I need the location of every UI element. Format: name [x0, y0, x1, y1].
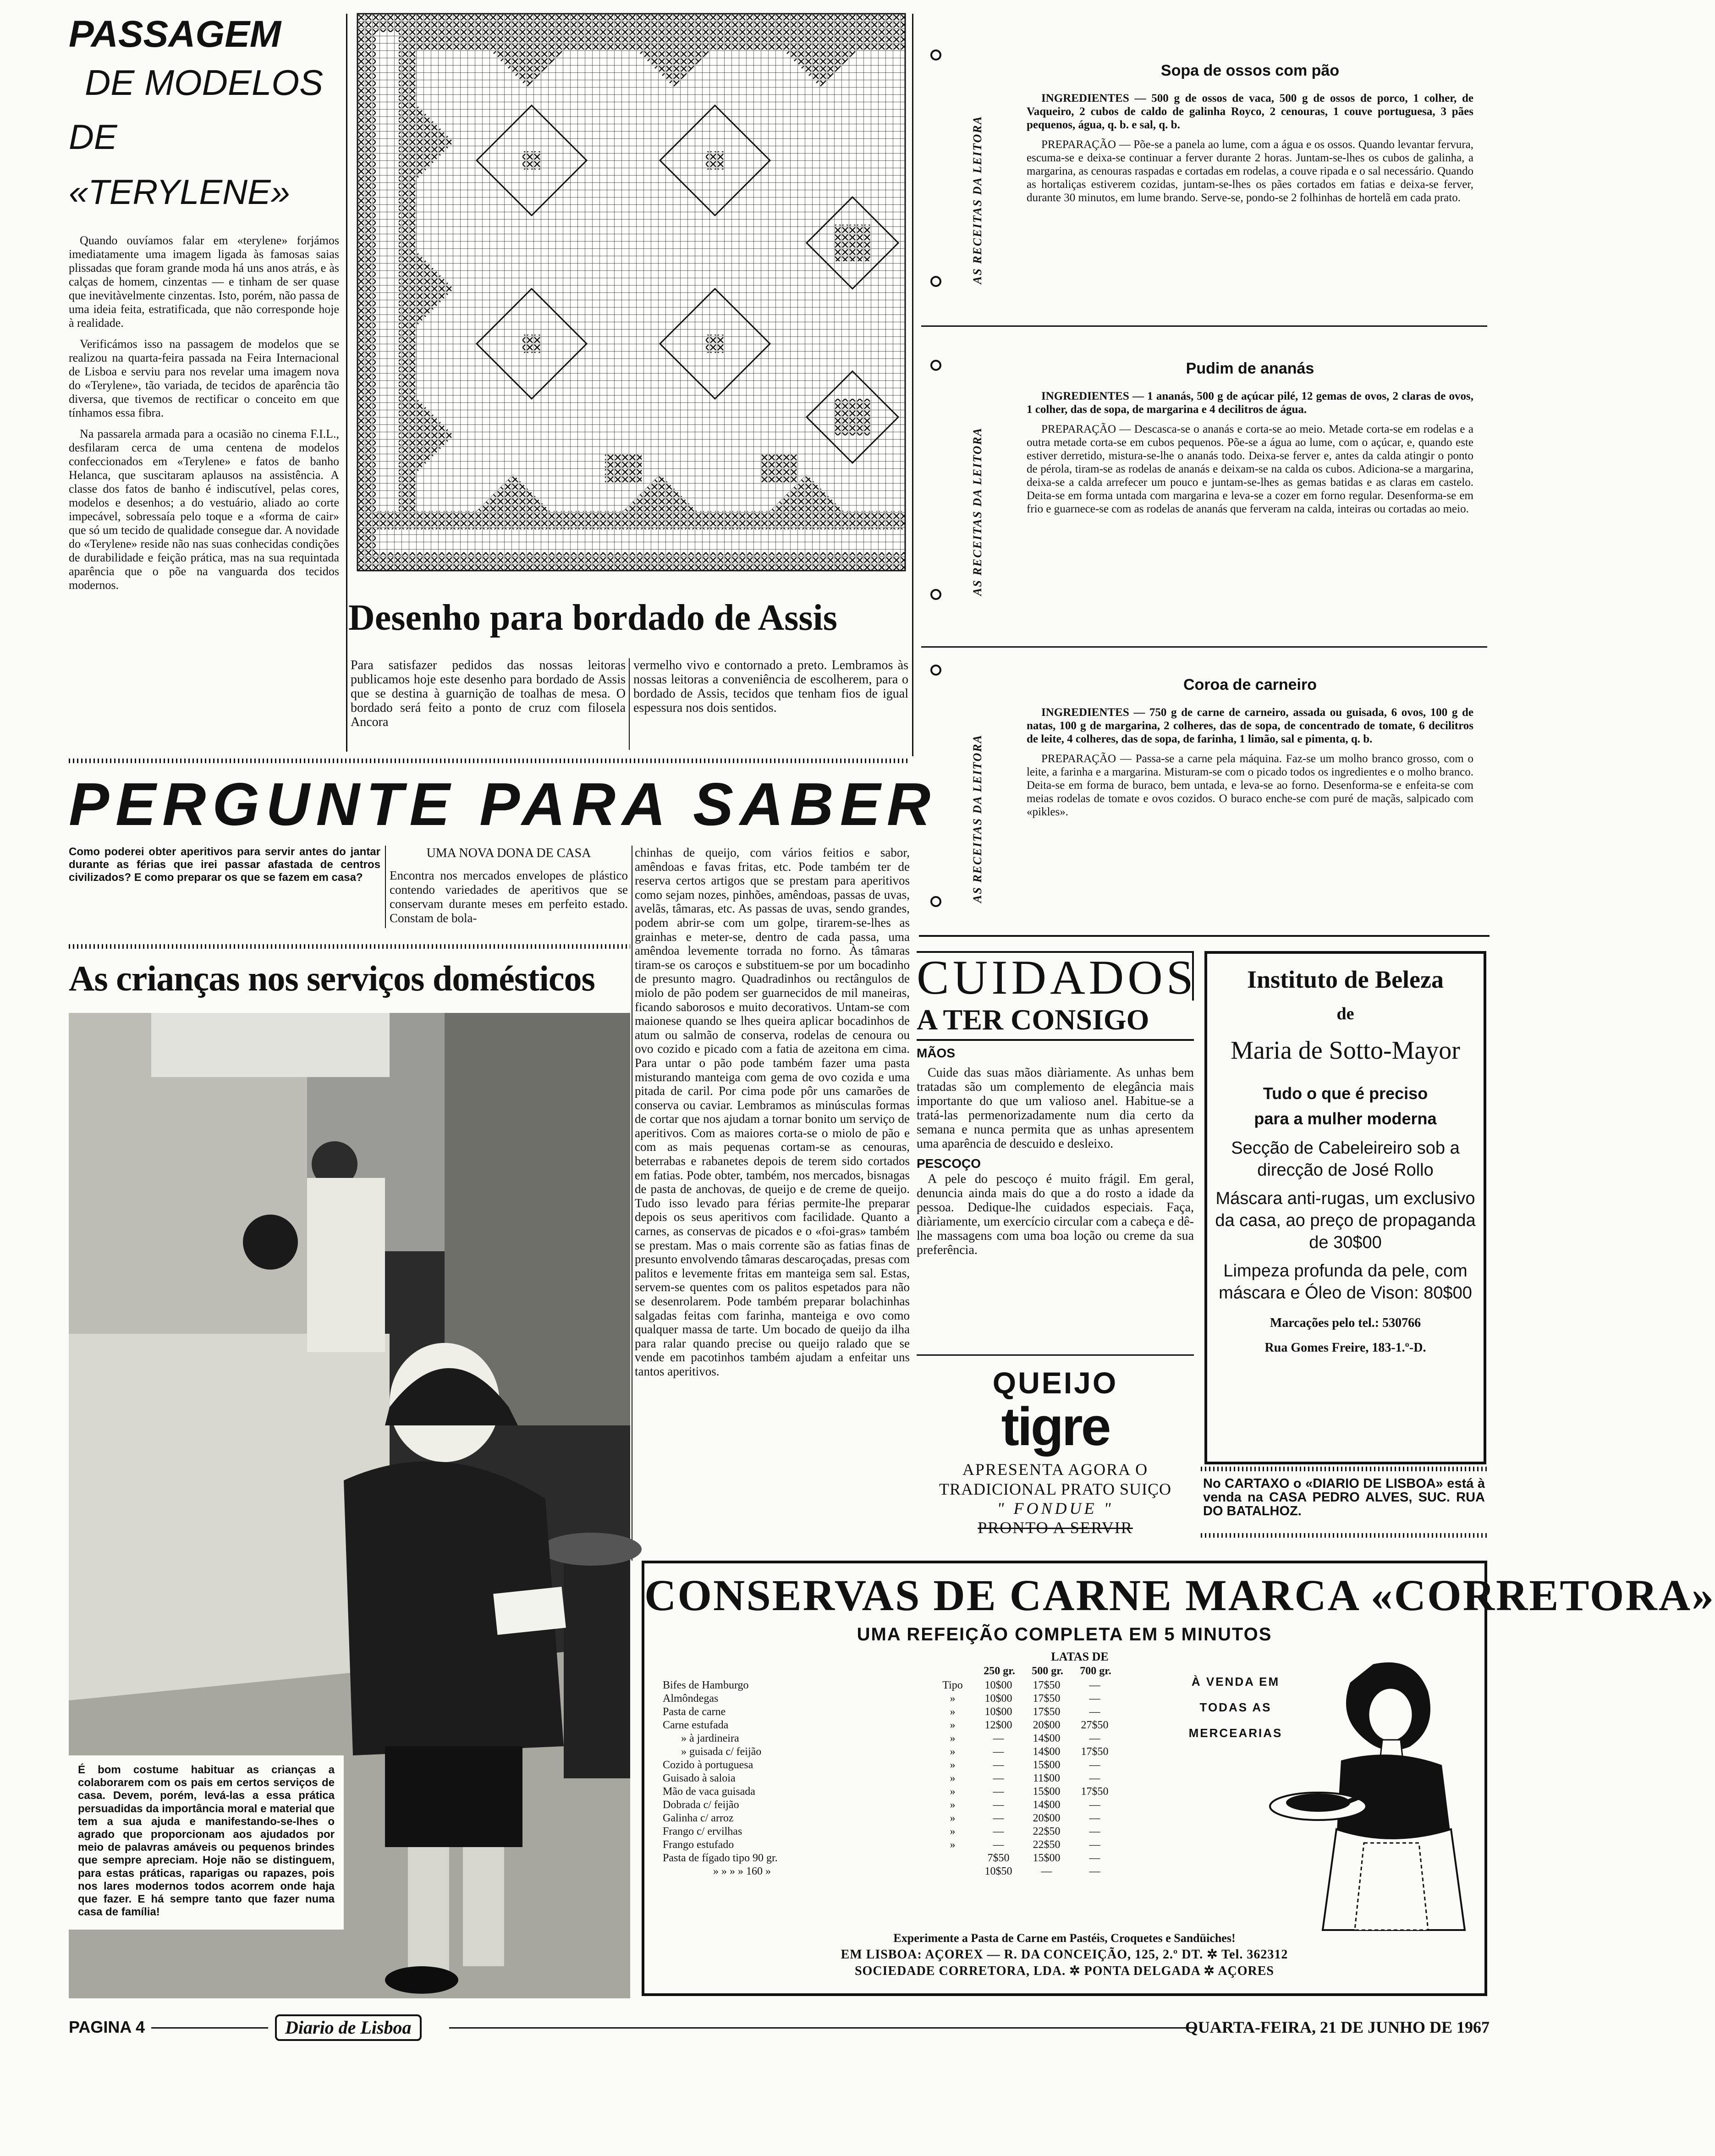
product-name: Frango c/ ervilhas: [663, 1826, 742, 1837]
price-cell: —: [993, 1746, 1004, 1758]
section-divider: [1201, 1533, 1487, 1538]
queijo-line6: PRONTO A SERVIR: [978, 1518, 1133, 1537]
price-cell: 20$00: [1033, 1719, 1061, 1731]
recipe-card: [1027, 360, 1473, 522]
product-tipo: »: [950, 1772, 956, 1784]
cuidados-sub-neck: PESCOÇO: [917, 1156, 981, 1171]
price-cell: —: [1089, 1826, 1100, 1837]
recipe-card: [1027, 62, 1473, 211]
cuidados-box: [917, 951, 1197, 1551]
table-row: [663, 1865, 1167, 1878]
conservas-footer3: SOCIEDADE CORRETORA, LDA. ✲ PONTA DELGADA ✲ AÇORES: [854, 1964, 1275, 1978]
product-tipo: [931, 1852, 974, 1865]
footer-rule: [151, 2027, 268, 2029]
table-row: [663, 1759, 1167, 1772]
terylene-paragraph: Verificámos isso na passagem de modelos que se realizou na quarta-feira passada na Feira Internacional de Lisboa e serviu para nos revelar uma imagem nova do «Terylene», tão variada, de tecidos de aparência tão diversa, que tivemos de rectificar o conceito em que tínhamos essa fibra.: [69, 337, 339, 419]
binder-hole-icon: [930, 50, 941, 60]
price-table: [663, 1679, 1167, 1878]
price-cell: —: [1089, 1706, 1100, 1718]
recipe-side-label: AS RECEITAS DA LEITORA: [971, 427, 984, 596]
price-cell: —: [993, 1799, 1004, 1811]
size-header: [975, 1664, 1120, 1678]
price-cell: —: [1089, 1799, 1100, 1811]
column-rule: [385, 846, 386, 928]
price-cell: —: [993, 1732, 1004, 1744]
price-cell: —: [1089, 1772, 1100, 1784]
price-cell: —: [993, 1839, 1004, 1851]
binder-hole-icon: [930, 589, 941, 600]
size-header-cell: 500 gr.: [1032, 1665, 1063, 1677]
product-tipo: [931, 1865, 974, 1878]
section-divider: [917, 1354, 1194, 1356]
woman-illustration-image: [1268, 1655, 1479, 1935]
cuidados-title-line1: CUIDADOS: [917, 951, 1197, 1004]
product-name: Dobrada c/ feijão: [663, 1799, 739, 1811]
price-cell: 22$50: [1033, 1826, 1061, 1837]
price-cell: 15$00: [1033, 1786, 1061, 1798]
product-name: Mão de vaca guisada: [663, 1786, 755, 1798]
instituto-tagline1: Tudo o que é preciso: [1263, 1084, 1428, 1103]
conservas-footer1: Experimente a Pasta de Carne em Pastéis, Croquetes e Sandüiches!: [893, 1931, 1236, 1945]
pergunte-title: PERGUNTE PARA SABER: [69, 770, 937, 838]
product-tipo: »: [950, 1746, 956, 1758]
terylene-paragraph: Quando ouvíamos falar em «terylene» forjámos imediatamente uma imagem ligada às famosas saias plissadas que foram grande moda há uns anos atrás, e às calças de homem, cinzentas — e tinham de ser quase que inevitàvelmente cinzentas. Isto, porém, não passa de uma ideia feita, estratificada, que não corresponde hoje à realidade.: [69, 234, 339, 330]
table-row: [663, 1838, 1167, 1852]
table-row: [663, 1812, 1167, 1825]
product-name: Bifes de Hamburgo: [663, 1679, 749, 1691]
product-tipo: »: [950, 1786, 956, 1798]
binder-hole-icon: [930, 665, 941, 676]
price-cell: —: [993, 1772, 1004, 1784]
column-rule: [912, 14, 913, 756]
tigre-logo: tigre: [1001, 1397, 1110, 1457]
price-cell: —: [1089, 1693, 1100, 1705]
recipe-title: Pudim de ananás: [1186, 360, 1314, 377]
queijo-line3: APRESENTA AGORA O: [962, 1460, 1149, 1479]
product-tipo: »: [950, 1839, 956, 1851]
product-tipo: »: [950, 1812, 956, 1824]
newspaper-masthead: Diario de Lisboa: [275, 2014, 422, 2041]
assis-title: Desenho para bordado de Assis: [348, 598, 837, 638]
instituto-title: Instituto de Beleza: [1247, 966, 1444, 993]
section-divider: [69, 759, 907, 763]
recipe-ingredients: INGREDIENTES — 500 g de ossos de vaca, 500 g de ossos de porco, 1 colher, de Vaqueiro, 2 cubos de caldo de galinha Royco, 2 cenouras, 1 couve portuguesa, 3 pães pequenos, água, q. b. e sal, q. b.: [1027, 92, 1473, 131]
terylene-paragraph: Na passarela armada para a ocasião no cinema F.I.L., desfilaram cerca de uma centena de modelos confeccionados em «Terylene» e fatos de banho Helanca, que suscitaram aplausos na assistência. A classe dos fatos de banho é indiscutível, pelas cores, modelos e desenhos; a do vestuário, aliado ao corte impecável, sobressaía pelo toque e a «forma de cair» que só um tecido de qualidade consegue dar. A novidade do «Terylene» reside não nas suas conhecidas condições de durabilidade e feição prática, mas na sua requintada aparência que o põe na vanguarda dos tecidos modernos.: [69, 427, 339, 592]
binder-hole-icon: [930, 896, 941, 907]
recipe-preparation: PREPARAÇÃO — Põe-se a panela ao lume, com a água e os ossos. Quando levantar fervura, escuma-se e deixa-se continuar a ferver durante 2 horas. Juntam-se-lhes os cubos de galinha, a margarina, as cenouras raspadas e cortadas em rodelas, a couve ripada e o sal necessário. Quando as hortaliças estiverem cozidas, juntam-se-lhes os pães cortados em fatias e deixa-se ferver, durante 30 minutos, em lume brando. Serve-se, pondo-se 2 folhinhas de hortelã em cada prato.: [1027, 138, 1473, 204]
price-cell: —: [1089, 1732, 1100, 1744]
queijo-label: QUEIJO: [992, 1366, 1118, 1400]
queijo-line5: " FONDUE ": [997, 1499, 1114, 1518]
price-cell: 27$50: [1081, 1719, 1109, 1731]
table-row: [663, 1692, 1167, 1705]
recipe-title: Coroa de carneiro: [1183, 676, 1317, 693]
price-cell: —: [1041, 1865, 1052, 1877]
pergunte-answer-col1: Encontra nos mercados envelopes de plástico contendo variedades de aperitivos que se conservam durante meses em perfeito estado. Constam de bola-: [390, 869, 628, 925]
price-cell: —: [1089, 1812, 1100, 1824]
binder-hole-icon: [930, 276, 941, 287]
price-cell: 10$00: [984, 1693, 1012, 1705]
conservas-ad: [642, 1561, 1715, 1996]
product-tipo: »: [950, 1693, 956, 1705]
table-row: [663, 1679, 1167, 1692]
price-cell: 17$50: [1081, 1746, 1109, 1758]
terylene-body: [69, 234, 339, 592]
queijo-ad: [917, 1366, 1194, 1537]
price-cell: 17$50: [1081, 1786, 1109, 1798]
terylene-title-line2: DE MODELOS: [84, 62, 324, 103]
recipe-side-label: AS RECEITAS DA LEITORA: [971, 734, 984, 903]
column-rule: [629, 658, 630, 750]
conservas-footer2: EM LISBOA: AÇOREX — R. DA CONCEIÇÃO, 125, 2.º DT. ✲ Tel. 362312: [841, 1947, 1288, 1962]
pergunte-answer-head: UMA NOVA DONA DE CASA: [426, 846, 591, 860]
price-cell: 15$00: [1033, 1759, 1061, 1771]
recipe-ingredients: INGREDIENTES — 750 g de carne de carneiro, assada ou guisada, 6 ovos, 100 g de natas, 100 g de margarina, 2 colheres, das de sopa, de concentrado de tomate, 6 decilitros de leite, 4 colheres, das de sopa, de farinha, 1 limão, sal e pimenta, q. b.: [1027, 706, 1473, 745]
product-name: » à jardineira: [681, 1732, 739, 1744]
table-row: [663, 1719, 1167, 1732]
instituto-tagline2: para a mulher moderna: [1254, 1109, 1437, 1128]
product-tipo: »: [950, 1706, 956, 1718]
product-name: » guisada c/ feijão: [681, 1746, 762, 1758]
product-tipo: »: [950, 1719, 956, 1731]
table-row: [663, 1745, 1167, 1759]
embroidery-pattern: [357, 14, 905, 571]
cuidados-sub-hands: MÃOS: [917, 1046, 955, 1060]
criancas-photo: [69, 1013, 630, 1998]
instituto-mascara: Máscara anti-rugas, um exclusivo da casa, ao preço de propaganda de 30$00: [1215, 1189, 1476, 1252]
instituto-owner: Maria de Sotto-Mayor: [1231, 1036, 1460, 1065]
section-divider: [1201, 1467, 1487, 1471]
assis-text-col2: vermelho vivo e contornado a preto. Lembramos às nossas leitoras a conveniência de escolherem, para o bordado de Assis, tecidos que tenham fios de igual espessura nos dois sentidos.: [633, 658, 908, 715]
price-cell: —: [1089, 1679, 1100, 1691]
conservas-title: CONSERVAS DE CARNE MARCA «CORRETORA»: [644, 1571, 1715, 1620]
product-name: Cozido à portuguesa: [663, 1759, 753, 1771]
product-tipo: »: [950, 1826, 956, 1837]
price-cell: 15$00: [1033, 1852, 1061, 1864]
instituto-limpeza: Limpeza profunda da pele, com máscara e Óleo de Vison: 80$00: [1219, 1261, 1472, 1303]
product-name: Pasta de carne: [663, 1706, 726, 1718]
price-cell: —: [993, 1786, 1004, 1798]
product-tipo: »: [950, 1799, 956, 1811]
price-cell: 14$00: [1033, 1799, 1061, 1811]
embroidery-grid-image: [357, 14, 905, 571]
recipe-preparation: PREPARAÇÃO — Passa-se a carne pela máquina. Faz-se um molho branco grosso, com o leite, a farinha e a margarina. Misturam-se com o picado todos os ingredientes e o molho branco. Deita-se em forma de buraco, bem untada, e leva-se ao forno. Desenforma-se e enfeita-se com meias rodelas de tomate e ovos cozidos. O buraco enche-se com puré de maçãs, salpicado com «pikles».: [1027, 753, 1473, 818]
cuidados-title-line2: A TER CONSIGO: [917, 1001, 1194, 1041]
product-tipo: Tipo: [942, 1679, 963, 1691]
price-cell: —: [993, 1826, 1004, 1837]
size-header-cell: 700 gr.: [1080, 1665, 1111, 1677]
recipe-ingredients: INGREDIENTES — 1 ananás, 500 g de açúcar pilé, 12 gemas de ovos, 2 claras de ovos, 1 colher, das de sopa, de margarina e 4 decilitros de água.: [1027, 390, 1473, 416]
cuidados-neck-text: A pele do pescoço é muito frágil. Em geral, denuncia ainda mais do que a do rosto a idade da pessoa. Dedique-lhe cuidados especiais. Faça, diàriamente, um exercício circular com a cabeça e dê-lhe massagens com uma boa loção ou creme da sua preferência.: [917, 1172, 1194, 1257]
price-cell: —: [1089, 1865, 1100, 1877]
table-row: [663, 1772, 1167, 1785]
recipes-panel: [921, 14, 1487, 935]
price-cell: 10$00: [984, 1706, 1012, 1718]
recipe-card: [1027, 676, 1473, 825]
terylene-article: [69, 14, 339, 600]
product-name: Carne estufada: [663, 1719, 729, 1731]
table-row: [663, 1785, 1167, 1798]
product-name: Frango estufado: [663, 1839, 734, 1851]
price-cell: 17$50: [1033, 1693, 1061, 1705]
column-rule: [346, 14, 347, 752]
pergunte-question: Como poderei obter aperitivos para servir antes do jantar durante as férias que irei passar afastada de centros civilizados? E como preparar os que se fazem em casa?: [69, 846, 380, 884]
diario-cartaxo-note: No CARTAXO o «DIARIO DE LISBOA» está à venda na CASA PEDRO ALVES, SUC. RUA DO BATALHOZ.: [1203, 1476, 1485, 1518]
price-cell: —: [1089, 1852, 1100, 1864]
section-divider: [919, 935, 1490, 937]
recipe-side-label: AS RECEITAS DA LEITORA: [971, 116, 984, 284]
price-cell: 14$00: [1033, 1746, 1061, 1758]
table-row: [663, 1825, 1167, 1838]
price-cell: —: [993, 1759, 1004, 1771]
section-divider: [69, 944, 630, 949]
price-cell: 17$50: [1033, 1706, 1061, 1718]
instituto-address: Rua Gomes Freire, 183-1.º-D.: [1264, 1341, 1426, 1355]
product-tipo: »: [950, 1732, 956, 1744]
footer-rule: [449, 2027, 1196, 2029]
terylene-title-line3: DE «TERYLENE»: [69, 118, 290, 212]
price-cell: —: [993, 1812, 1004, 1824]
latas-label: LATAS DE: [1051, 1650, 1109, 1663]
page-footer: [69, 2014, 1490, 2042]
product-name: » » » » 160 »: [713, 1865, 771, 1877]
product-tipo: »: [950, 1759, 956, 1771]
price-cell: 12$00: [984, 1719, 1012, 1731]
pergunte-answer-col2: chinhas de queijo, com vários feitios e sabor, amêndoas e favas fritas, etc. Pode também ter de reserva certos artigos que se prestam para aperitivos como sejam nozes, pinhões, amêndoas, passas de uvas, avelãs, tâmaras, etc. As passas de uvas, sendo grandes, podem abrir-se com um golpe, tirarem-se-lhes as grainhas e meter-se, dentro de cada passa, uma amêndoa levemente torrada no forno. Às tâmaras tiram-se os caroços e substituem-se por um bocadinho de presunto magro. Quadradinhos ou rectângulos de miolo de pão podem ser guarnecidos de mil maneiras, ficando saborosos e muito decorativos. Untam-se com maionese quando se lhes queira aplicar bocadinhos de atum ou salmão de conserva, rodelas de cenoura ou ovo cozido e picado com a fatia de azeitona em cima. Para untar o pão pode também fazer uma pasta misturando manteiga com gema de ovo cozida e uma pitada de caril. Por cima pode pôr uns camarões de conserva ou caviar. Lembramos as minúsculas formas de cortar que nos ajudam a tornar bonito um serviço de aperitivos. Com as maiores corta-se o miolo de pão e com as mais pequenas cortam-se as cenouras, beterrabas e rabanetes depois de terem sido cortados em fatias. Pode obter, também, nos mercados, bisnagas de pasta de anchovas, de queijo e de creme de queijo. Tudo isso levado para férias permite-lhe preparar depois os seus aperitivos com facilidade. Quanto a carnes, as conservas de picados e o «foi-gras» também se prestam. Mas o mais corrente são as fatias finas de presunto envolvendo tâmaras descaroçadas, presas com palitos e levemente fritas em manteiga sem sal. Estas, servem-se quentes com os palitos espetados para não se desenrolarem. Pode também preparar bolachinhas salgadas feitas com farinha, manteiga e ovo como qualquer massa de tarte. Um bocado de queijo da ilha para ralar quando precise ou queijo ralado que se vende em pacotinhos também ajudam a enfeitar uns tantos aperitivos.: [635, 846, 910, 1378]
product-name: Almôndegas: [663, 1693, 719, 1705]
venda-label: À VENDA EM TODAS AS MERCEARIAS: [1188, 1675, 1283, 1740]
issue-date: QUARTA-FEIRA, 21 DE JUNHO DE 1967: [1185, 2018, 1490, 2036]
table-row: [663, 1732, 1167, 1745]
price-cell: —: [1089, 1839, 1100, 1851]
product-name: Galinha c/ arroz: [663, 1812, 734, 1824]
criancas-caption: É bom costume habituar as crianças a colaborarem com os pais em certos serviços de casa. Devem, porém, levá-las a essa prática persuadidas da importância moral e material que tem a sua ajuda e manifestando-se-lhes o agrado que proporcionam aos ajudados por meio de palavras amáveis ou pequenos brindes que sempre apreciam. Hoje não se distinguem, para estas práticas, raparigas ou rapazes, pois nos lares modernos todos acorrem onde haja que fazer. E há sempre tanto que fazer numa casa de família!: [69, 1755, 344, 1930]
price-cell: 7$50: [987, 1852, 1010, 1864]
price-cell: 14$00: [1033, 1732, 1061, 1744]
binder-hole-icon: [930, 360, 941, 371]
recipe-divider: [921, 325, 1487, 327]
price-cell: 20$00: [1033, 1812, 1061, 1824]
assis-text-col1: Para satisfazer pedidos das nossas leitoras publicamos hoje este desenho para bordado de Assis que se destina à guarnição de toalhas de mesa. O bordado será feito a ponto de cruz com filosela Ancora: [351, 658, 626, 729]
recipe-divider: [921, 646, 1487, 648]
criancas-title: As crianças nos serviços domésticos: [69, 958, 595, 998]
price-cell: 11$00: [1033, 1772, 1061, 1784]
instituto-de: de: [1336, 1004, 1354, 1023]
page-number: PAGINA 4: [69, 2018, 145, 2036]
table-row: [663, 1852, 1167, 1865]
price-cell: 10$00: [984, 1679, 1012, 1691]
product-name: Guisado à saloia: [663, 1772, 736, 1784]
table-row: [663, 1798, 1167, 1812]
price-cell: 10$50: [984, 1865, 1012, 1877]
price-cell: —: [1089, 1759, 1100, 1771]
table-row: [663, 1705, 1167, 1719]
instituto-ad: [1204, 951, 1486, 1464]
price-cell: 17$50: [1033, 1679, 1061, 1691]
queijo-line4: TRADICIONAL PRATO SUIÇO: [939, 1480, 1172, 1498]
product-name: Pasta de fígado tipo 90 gr.: [663, 1852, 778, 1864]
instituto-phone: Marcações pelo tel.: 530766: [1270, 1316, 1421, 1330]
size-header-cell: 250 gr.: [984, 1665, 1015, 1677]
recipe-title: Sopa de ossos com pão: [1160, 62, 1340, 79]
recipe-preparation: PREPARAÇÃO — Descasca-se o ananás e corta-se ao meio. Metade corta-se em rodelas e a outra metade corta-se em cubos pequenos. Põe-se a água ao lume, com o açúcar, e, quando este estiver derretido, mistura-se-lhe o ananás todo. Deixa-se ferver e, antes da calda atingir o ponto de pérola, tiram-se as rodelas de ananás e deixam-se na calda os cubos. Adiciona-se a margarina, deixa-se a calda arrefecer um pouco e juntam-se-lhes as gemas batidas e as claras em castelo. Deita-se em forma untada com margarina e leva-se a cozer em forno regular. Desenforma-se em frio e guarnece-se com as rodelas de ananás que ferveram na calda, inteiras ou cortadas ao meio.: [1027, 423, 1473, 515]
cuidados-hands-text: Cuide das suas mãos diàriamente. As unhas bem tratadas são um complemento de elegância mais importante do que um valioso anel. Habitue-se a tratá-las permenorizadamente num dia certo da semana e nunca permita que as unhas apresentem uma aparência de descuido e desleixo.: [917, 1066, 1194, 1151]
terylene-title-line1: PASSAGEM: [69, 13, 281, 55]
instituto-cabeleireiro: Secção de Cabeleireiro sob a direcção de José Rollo: [1231, 1138, 1460, 1180]
conservas-subtitle: UMA REFEIÇÃO COMPLETA EM 5 MINUTOS: [857, 1624, 1272, 1644]
price-cell: 22$50: [1033, 1839, 1061, 1851]
